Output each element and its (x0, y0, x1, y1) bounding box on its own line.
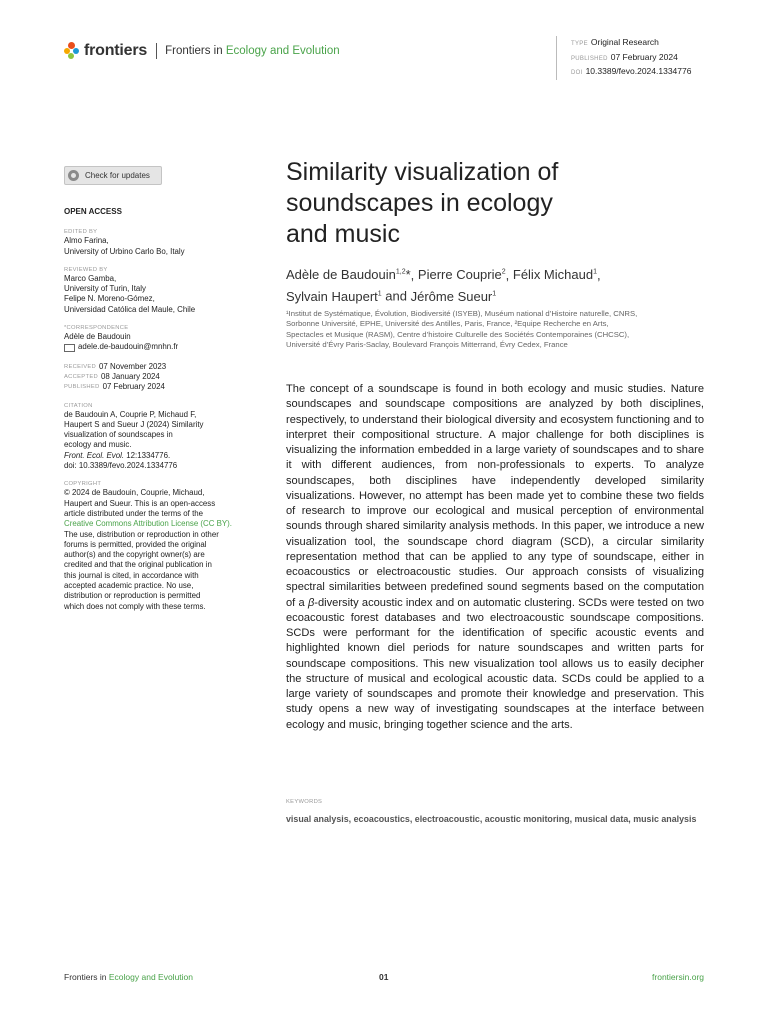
article-title: Similarity visualization of soundscapes in ecology and music (286, 158, 559, 248)
cc-by-license-link[interactable]: Creative Commons Attribution License (CC BY). (64, 519, 232, 529)
author-link[interactable]: Pierre Couprie$^2$ (417, 267, 506, 283)
page-number: 01 (379, 972, 389, 982)
footer-journal: Frontiers in Ecology and Evolution (64, 972, 194, 982)
open-access-label: OPEN ACCESS (64, 207, 122, 216)
dates-block: RECEIVED 07 November 2023 ACCEPTED 08 January 2024 PUBLISHED 07 February 2024 (64, 361, 167, 392)
journal-name-header (165, 45, 340, 57)
copyright-block: COPYRIGHT © 2024 de Baudouin, Couprie, Michaud, Haupert and Sueur. This is an open-access article distributed under the terms of the Creative Commons Attribution License (CC BY). The use, distribution or reproduction in other forums is permitted, provided the original author(s) and the copyright owner(s) are credited and that the original publication in this journal is cited, in accordance with accepted academic practice. No use, distribution or reproduction is permitted which does not comply with these terms. (64, 480, 254, 612)
author-link[interactable]: Félix Michaud$^1$ (512, 267, 597, 283)
frontiers-logo-icon (64, 42, 80, 60)
footer-site-link[interactable]: frontiersin.org (652, 972, 704, 982)
author-link[interactable]: Jérôme Sueur$^1$ (410, 288, 497, 304)
keywords-label: KEYWORDS (286, 799, 323, 805)
journal-title: Ecology and Evolution (225, 45, 340, 57)
beta-symbol: β (307, 596, 315, 609)
logo-wordmark: frontiers (84, 42, 148, 59)
meta-doi: DOI 10.3389/fevo.2024.1334776 (571, 66, 692, 76)
citation-block: CITATION de Baudouin A, Couprie P, Michaud F, Haupert S and Sueur J (2024) Similarity visualization of soundscapes in ecology and music. Front. Ecol. Evol. 12:1334776. doi: 10.3389/fevo.2024.1334776 (64, 402, 204, 471)
envelope-icon (64, 344, 75, 352)
edited-by-block: EDITED BY Almo Farina, University of Urbino Carlo Bo, Italy (64, 229, 185, 256)
email-link[interactable]: adele.de-baudouin@mnhn.fr (64, 342, 254, 352)
check-for-updates-button[interactable] (64, 166, 162, 185)
keywords: visual analysis, ecoacoustics, electroacoustic, acoustic monitoring, musical data, music analysis (286, 814, 697, 824)
author-list: Adèle de Baudouin$^{1,2}$*, Pierre Couprie$^2$, Félix Michaud$^1$, Sylvain Haupert$^1$ and Jérôme Sueur$^1$ (286, 267, 601, 304)
author-link[interactable]: Adèle de Baudouin$^{1,2}$* (286, 267, 411, 283)
sidebar (64, 207, 254, 621)
article-meta (556, 36, 691, 80)
meta-type: TYPE Original Research (571, 37, 659, 47)
check-updates-label: Check for updates (85, 171, 150, 180)
affiliations: ¹Institut de Systématique, Évolution, Biodiversité (ISYEB), Muséum national d’Histoire naturelle, CNRS, Sorbonne Université, EPHE, Université des Antilles, Paris, France, ²Equipe Recherche en Arts, Spectacles et Musique (RASM), Centre d’histoire Culturelle des Sociétés Contemporaines (CHCSC), Université d’Évry Paris-Saclay, Boulevard François Mitterrand, Évry Cedex, France (286, 309, 638, 350)
journal-prefix: Frontiers in (165, 45, 223, 57)
reviewed-by-block: REVIEWED BY Marco Gamba, University of Turin, Italy Felipe N. Moreno-Gómez, Universidad Católica del Maule, Chile (64, 266, 196, 314)
abstract: The concept of a soundscape is found in both ecology and music studies. Nature soundscapes and soundscape compositions are analyzed by both disciplines, respectively, to understand their biological diversity and ecosystem functioning and to interpret their compositional structure. A major challenge for both disciplines is visualizing the information embedded in a large variety of soundscapes and to share it with different audiences, from non-professionals to experts. To analyze soundscapes, both disciplines have independently developed similarity visualizations. However, no attempt has been made yet to combine these two fields of research to improve our ecological and musical perception of environmental sounds through shared similarity analysis methods. In this paper, we introduce a new visualization tool, the soundscape chord diagram (SCD), a circular similarity representation method that can be applied to any type of soundscape, either in ecoacoustics or electroacoustic studies. Our approach consists of visualizing spectral similarities between predefined sound segments based on the computation of a β-diversity acoustic index and on automatic clustering. SCDs were tested on two ecoacoustic forest databases and two electroacoustic soundscape compositions. SCDs were performant for the identification of specific acoustic events and highlighted known diel periods for nature soundscapes and written parts for soundscape compositions. This new visualization tool allows us to easily decipher the structure of musical and ecological acoustic data. SCDs could be applied to a large variety of soundscapes and promote their knowledge and preservation. This study opens a new way of investigating soundscapes at the interface between ecology and music, bringing together science and the arts. (286, 383, 704, 731)
author-link[interactable]: Sylvain Haupert$^1$ (286, 288, 382, 304)
meta-published: PUBLISHED 07 February 2024 (571, 51, 678, 62)
correspondence-block: *CORRESPONDENCE Adèle de Baudouin adele.de-baudouin@mnhn.fr (64, 324, 254, 353)
frontiers-logo[interactable] (64, 42, 340, 60)
logo-divider (156, 43, 157, 59)
check-updates-icon (68, 170, 79, 181)
